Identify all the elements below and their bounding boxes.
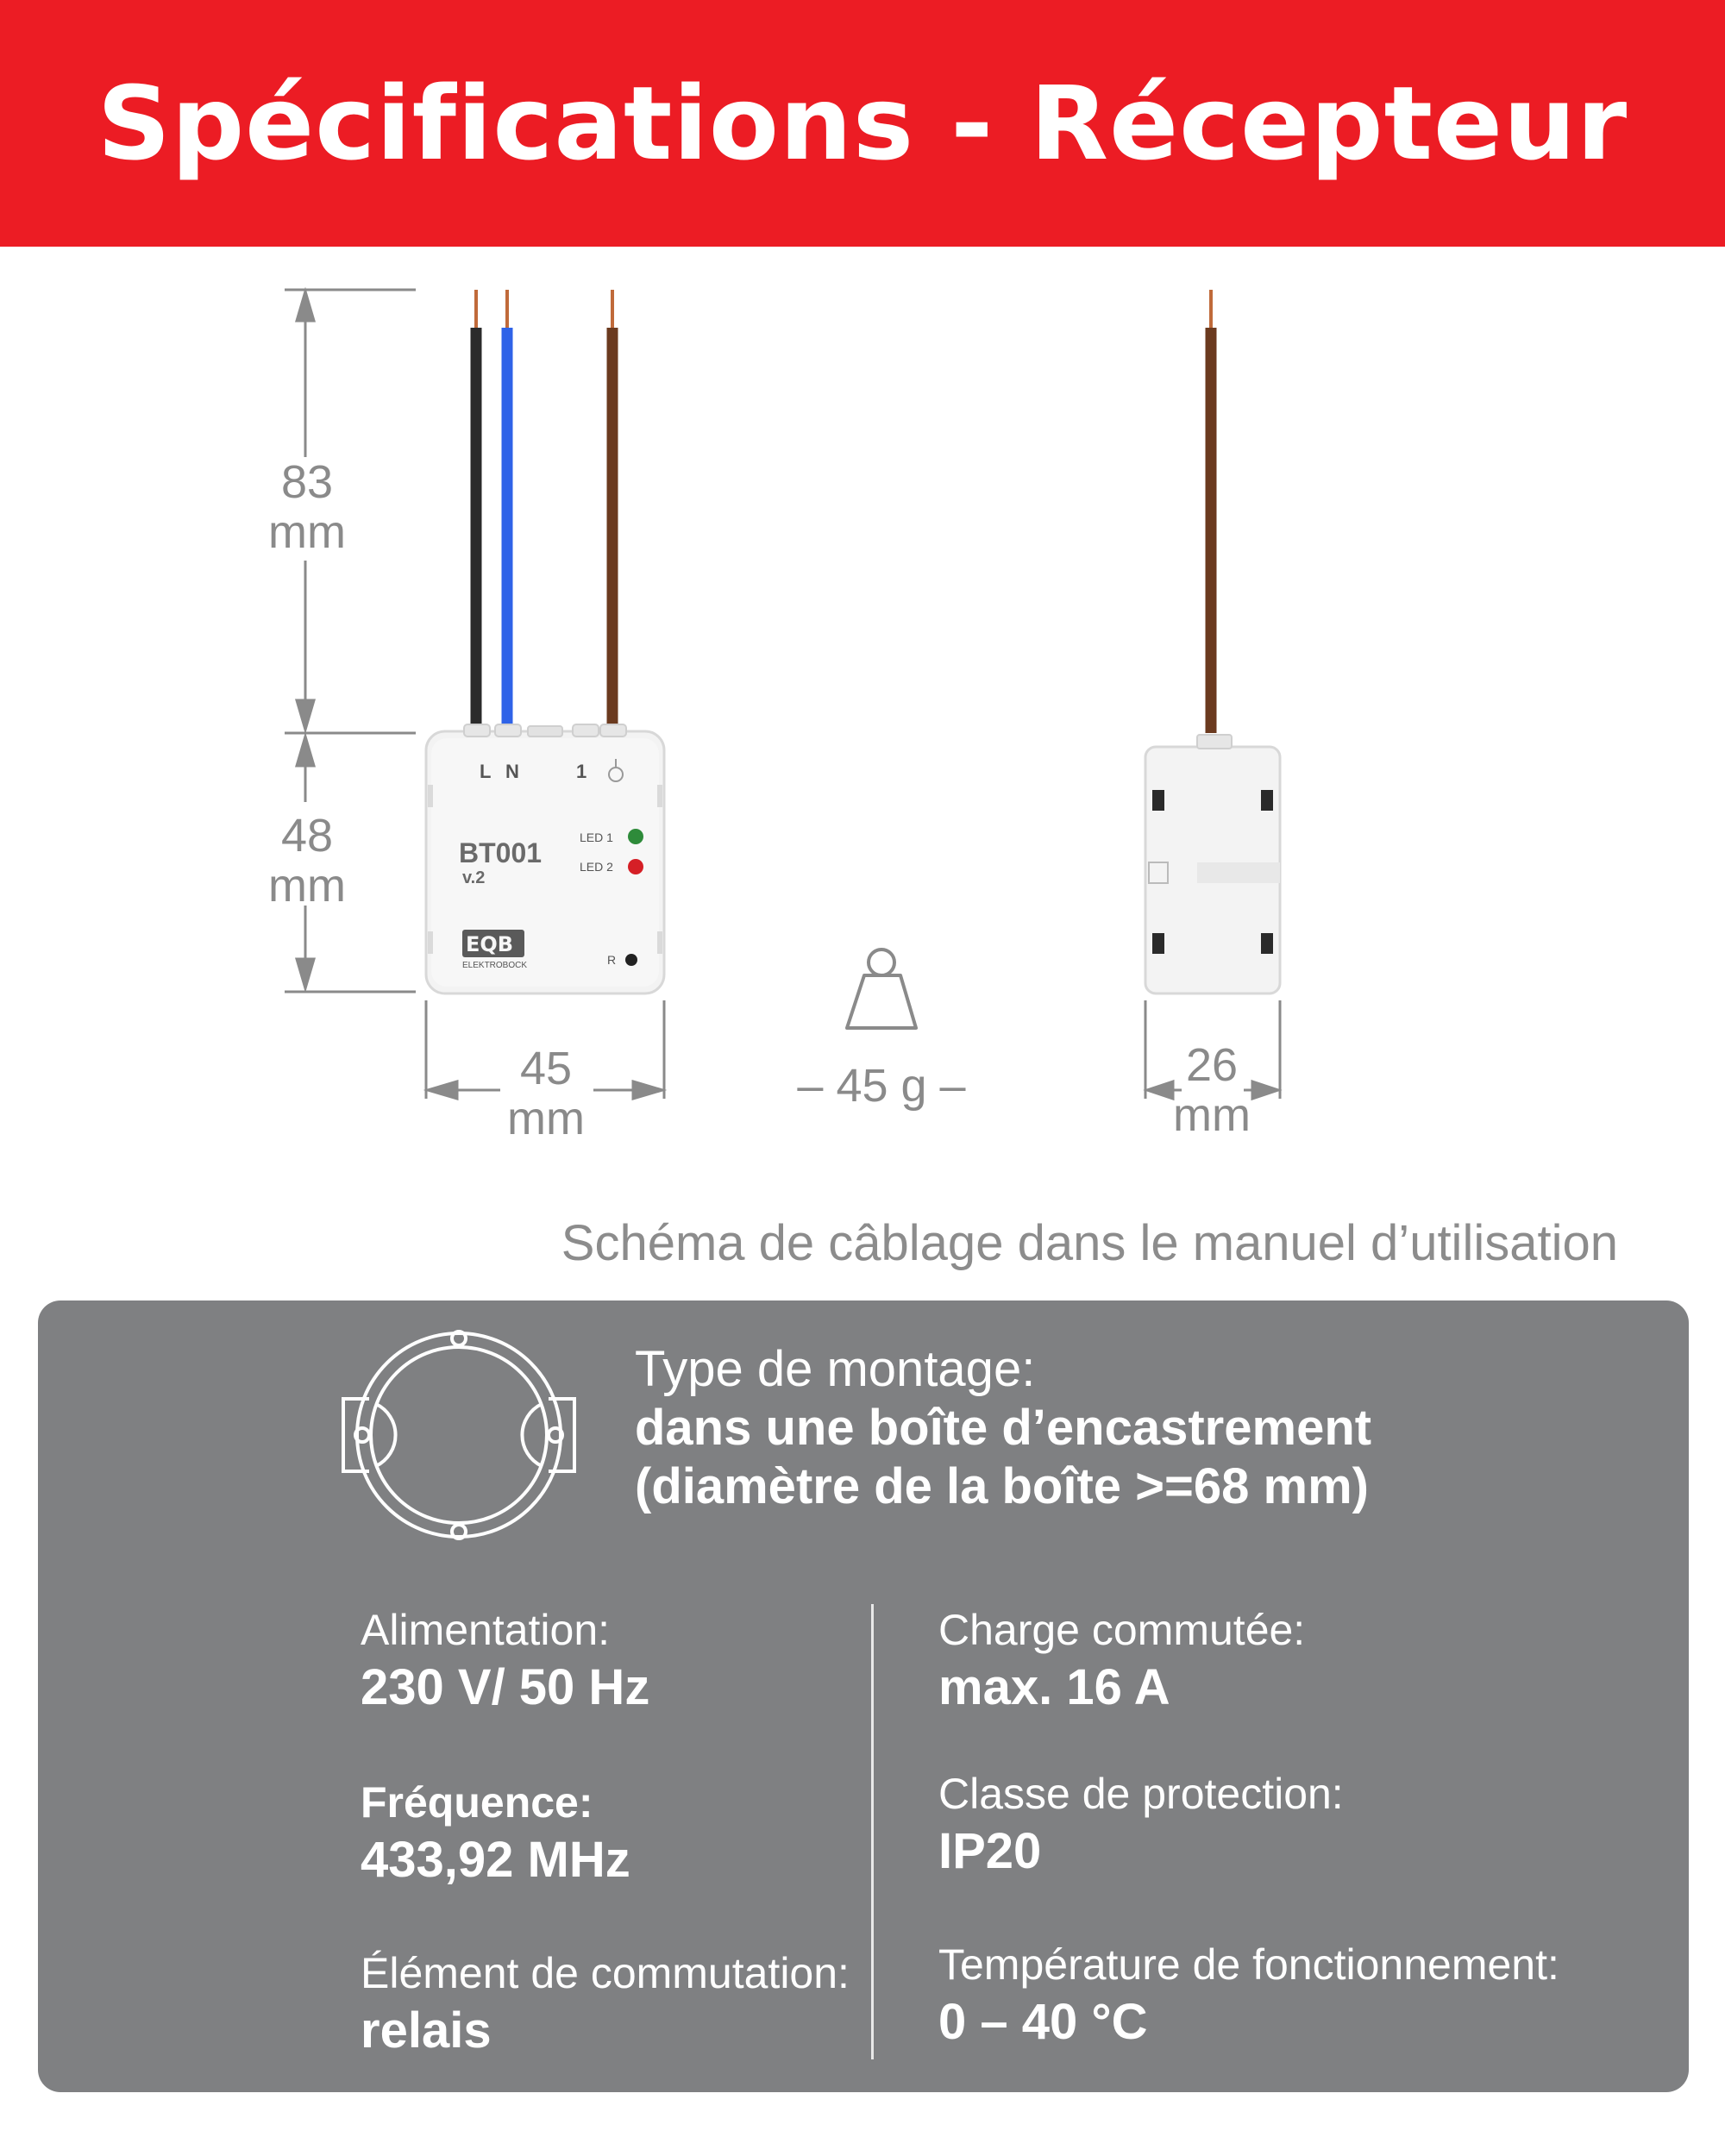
spec-protection-class: Classe de protection: IP20 (938, 1770, 1344, 1879)
led1-label: LED 1 (580, 830, 613, 844)
weight-label: – 45 g – (797, 1060, 966, 1112)
width-label: 45 mm (507, 1043, 585, 1144)
model-label: BT001 (459, 837, 543, 868)
mounting-value-line1: dans une boîte d’encastrement (635, 1400, 1372, 1456)
receiver-side-view (1145, 735, 1280, 993)
mounting-value-line2: (diamètre de la boîte >=68 mm) (635, 1458, 1369, 1514)
spec-divider (871, 1604, 874, 2059)
spec-switched-load: Charge commutée: max. 16 A (938, 1606, 1306, 1715)
spec-frequency: Fréquence: 433,92 MHz (361, 1778, 630, 1888)
specifications-panel (38, 1300, 1689, 2092)
svg-text:ELEKTROBOCK: ELEKTROBOCK (462, 961, 528, 970)
spec-switching-element: Élément de commutation: relais (361, 1949, 850, 2059)
version-label: v.2 (462, 868, 486, 887)
reset-label: R (607, 953, 617, 967)
terminal-n-label: N (505, 761, 519, 782)
product-figure (0, 247, 1725, 1195)
led2-indicator (628, 859, 643, 874)
spec-operating-temperature: Température de fonctionnement: 0 – 40 °C (938, 1940, 1559, 2050)
header-banner (0, 0, 1725, 247)
flush-box-icon (335, 1325, 585, 1549)
page-title: Spécifications - Récepteur (97, 64, 1628, 183)
reset-button (625, 954, 637, 966)
receiver-front-view (426, 724, 664, 993)
wiring-caption: Schéma de câblage dans le manuel d’utilisation (561, 1215, 1618, 1271)
height-bottom-label: 48 mm (268, 810, 346, 912)
wires-front (476, 290, 612, 730)
terminal-1-label: 1 (576, 761, 587, 782)
brand-logo (462, 930, 527, 970)
led1-indicator (628, 829, 643, 844)
mounting-label: Type de montage: (635, 1341, 1036, 1397)
height-top-label: 83 mm (268, 456, 346, 558)
led2-label: LED 2 (580, 860, 613, 874)
weight-icon (847, 950, 916, 1028)
mounting-type (635, 1340, 1371, 1516)
terminal-l-label: L (480, 761, 492, 782)
depth-label: 26 mm (1173, 1039, 1251, 1141)
svg-text:EQB: EQB (466, 932, 514, 956)
spec-power: Alimentation: 230 V/ 50 Hz (361, 1606, 650, 1715)
